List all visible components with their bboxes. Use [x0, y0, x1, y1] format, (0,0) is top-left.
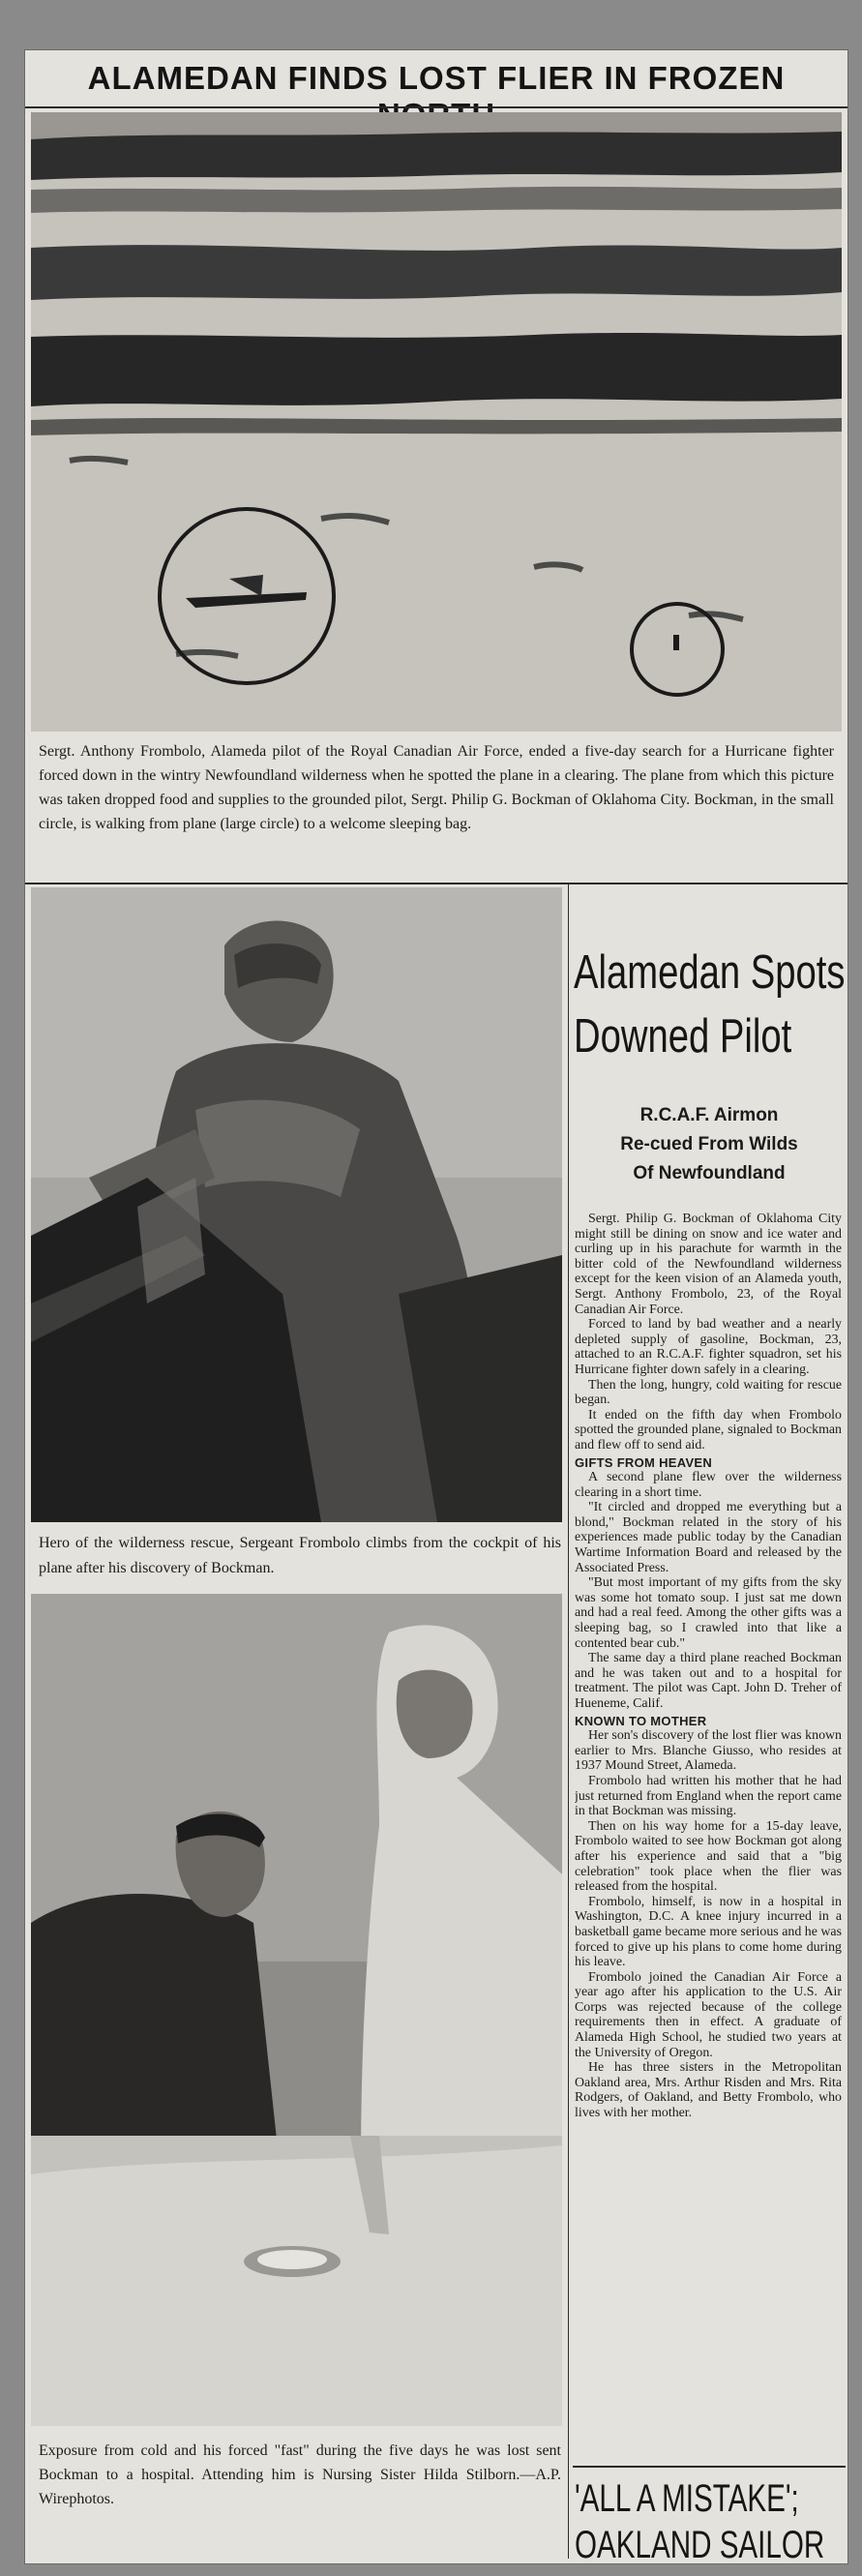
newspaper-page [25, 50, 847, 2566]
aerial-photo [31, 112, 842, 732]
aerial-photo-image [31, 112, 842, 732]
pilot-photo-caption: Hero of the wilderness rescue, Sergeant Frombolo climbs from the cockpit of his plane after his discovery of Bockman. [39, 1535, 561, 1576]
pilot-cockpit-image [31, 887, 562, 1522]
story-paragraph: The same day a third plane reached Bockman and he was taken out and to a hospital for treatment. The pilot was Capt. John D. Treher of Hueneme, Calif. [575, 1651, 842, 1711]
story-paragraph: Forced to land by bad weather and a nearly depleted supply of gasoline, Bockman, 23, attached to an R.C.A.F. fighter squadron, set his Hurricane fighter down safely in a clearing. [575, 1317, 842, 1377]
headline-rule [25, 106, 847, 108]
page-headline: ALAMEDAN FINDS LOST FLIER IN FROZEN [87, 60, 786, 96]
deck-line: Re-cued From Wilds [620, 1134, 798, 1154]
caption-rule [25, 883, 847, 884]
bottom-story-rule [573, 2466, 846, 2468]
pilot-cockpit-photo [31, 887, 562, 1522]
story-paragraph: Then the long, hungry, cold waiting for rescue began. [575, 1377, 842, 1408]
story-paragraph: A second plane flew over the wilderness clearing in a short time. [575, 1470, 842, 1500]
hospital-photo [31, 1594, 562, 2426]
story-subhead: GIFTS FROM HEAVEN [575, 1454, 713, 1470]
story-title-line: Alamedan Spots [574, 946, 846, 999]
aerial-photo-caption: Sergt. Anthony Frombolo, Alameda pilot of the Royal Canadian Air Force, ended a five-day search for a Hurricane fighter forced down in the wintry Newfoundland wilderness when he spotted the plane in a clearing. The plane from which this picture was taken dropped food and supplies to the grounded pilot, Sergt. Philip G. Bockman of Oklahoma City. Bockman, in the small circle, is walking from plane (large circle) to a welcome sleeping bag. [39, 743, 834, 832]
story-paragraph: Her son's discovery of the lost flier was known earlier to Mrs. Blanche Giusso, who resides at 1937 Mound Street, Alameda. [575, 1728, 842, 1774]
story-paragraph: Frombolo had written his mother that he had just returned from England when the report came in that Bockman was missing. [575, 1773, 842, 1819]
bottom-headline: 'ALL A MISTAKE'; OAKLAND SAILOR [575, 2477, 825, 2566]
column-rule [568, 884, 569, 2559]
story-paragraph: "It circled and dropped me everything but a blond," Bockman related in the story of his experiences made public today by the Canadian Wartime Information Board and released by the Associated Press. [575, 1500, 842, 1575]
story-deck [574, 1101, 845, 1188]
story-paragraph: Frombolo, himself, is now in a hospital in Washington, D.C. A knee injury incurred in a basketball game became more serious and he was forced to give up his plans to come home during his leave. [575, 1894, 842, 1970]
story-paragraph: It ended on the fifth day when Frombolo spotted the grounded plane, signaled to Bockman and flew off to send aid. [575, 1407, 842, 1453]
story-subhead: KNOWN TO MOTHER [575, 1713, 707, 1728]
story-paragraph: Sergt. Philip G. Bockman of Oklahoma City might still be dining on snow and ice water and curling up in his parachute for warmth in the bitter cold of the Newfoundland wilderness except for the keen vision of an Alameda youth, Sergt. Anthony Frombolo, 23, of the Royal Canadian Air Force. [575, 1212, 842, 1317]
story-body [575, 1212, 842, 2456]
story-title-line: Downed Pilot [574, 1010, 792, 1063]
story-paragraph: He has three sisters in the Metropolitan Oakland area, Mrs. Arthur Risden and Mrs. Rita Rodgers, of Oakland, and Betty Frombolo, who lives with her mother. [575, 2060, 842, 2121]
deck-line: Of Newfoundland [633, 1163, 786, 1183]
hospital-photo-caption: Exposure from cold and his forced "fast" during the five days he was lost sent Bockman to a hospital. Attending him is Nursing Sister Hilda Stilborn.—A.P. Wirephotos. [39, 2442, 561, 2507]
hospital-image [31, 1594, 562, 2426]
story-paragraph: "But most important of my gifts from the sky was some hot tomato soup. I just sat me down and had a real feed. Among the other gifts was a sleeping bag, so I crawled into that like a contented bear cub." [575, 1575, 842, 1651]
story-title [574, 941, 846, 1068]
story-paragraph: Frombolo joined the Canadian Air Force a year ago after his application to the U.S. Air Corps was rejected because of the college requirements then in effect. A graduate of Alameda High School, he studied two years at the University of Oregon. [575, 1969, 842, 2060]
story-paragraph: Then on his way home for a 15-day leave, Frombolo waited to see how Bockman got along after his experience and said that a "big celebration" took place when the flier was released from the hospital. [575, 1818, 842, 1895]
deck-line: R.C.A.F. Airmon [639, 1105, 779, 1125]
